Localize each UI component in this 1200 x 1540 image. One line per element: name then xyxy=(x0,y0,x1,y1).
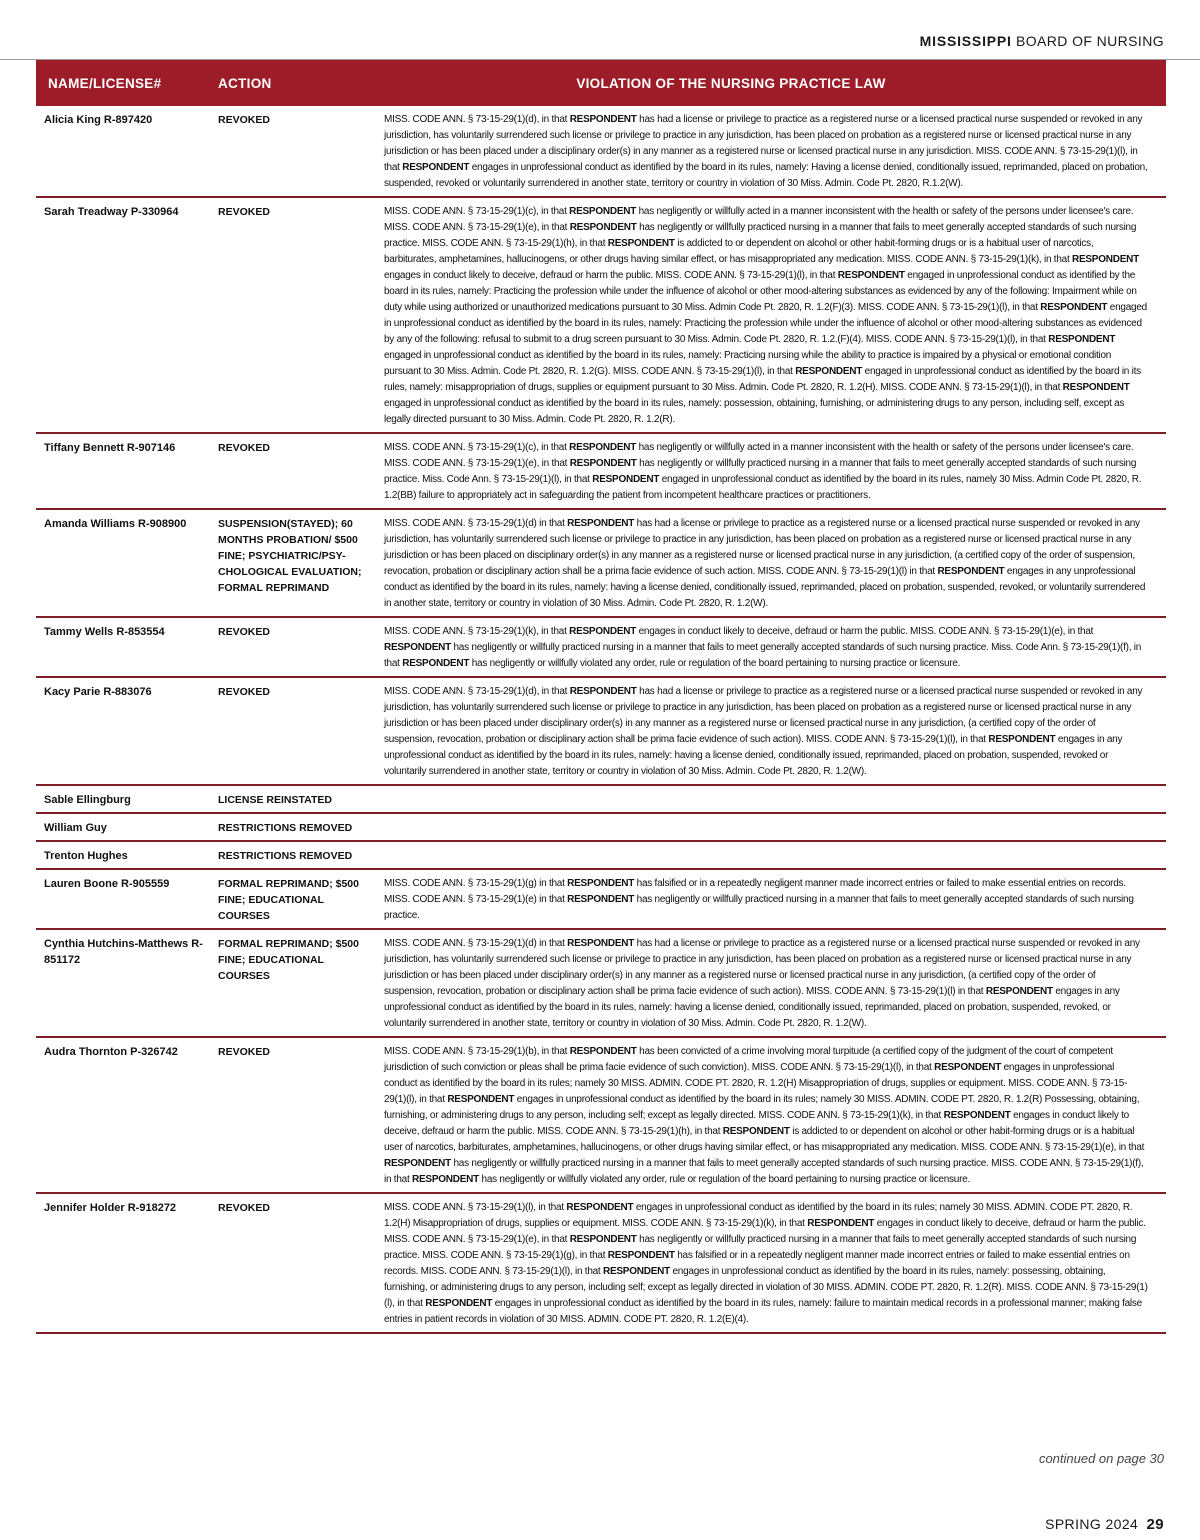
cell-name-license: Jennifer Holder R-918272 xyxy=(44,1202,177,1214)
column-header-action: ACTION xyxy=(218,75,272,91)
continued-note: continued on page 30 xyxy=(1038,1451,1164,1466)
table-row xyxy=(36,510,1166,618)
disciplinary-table xyxy=(36,60,1166,1334)
table-row xyxy=(36,786,1166,814)
cell-name-license: Alicia King R-897420 xyxy=(44,114,153,126)
cell-name-license: Amanda Williams R-908900 xyxy=(44,518,187,530)
table-row xyxy=(36,198,1166,434)
table-row xyxy=(36,1038,1166,1194)
cell-action: REVOKED xyxy=(218,686,270,698)
cell-name-license: Audra Thornton P-326742 xyxy=(44,1046,178,1058)
cell-name-license: Cynthia Hutchins-Matthews R-851172 xyxy=(44,938,203,966)
issue-label: SPRING 2024 xyxy=(1045,1516,1139,1532)
table-row xyxy=(36,930,1166,1038)
cell-name-license: Tiffany Bennett R-907146 xyxy=(44,442,176,454)
cell-violation: MISS. CODE ANN. § 73-15-29(1)(l), in that RESPONDENT engages in unprofessional conduct as identified by the board in its rules; namely 30 MISS. ADMIN. CODE PT. 2820, R. 1.2(H) Misappropriation of drugs, supplies or equipment. MISS. CODE ANN. § 73-15-29(1)(k), in that RESPONDENT engages in conduct likely to deceive, defraud or harm the public. MISS. CODE ANN. § 73-15-29(1)(e), in that RESPONDENT has negligently or willfully practiced nursing in a manner that fails to meet generally accepted standards of such nursing practice. MISS. CODE ANN. § 73-15-29(1)(g), in that RESPONDENT has falsified or in a repeatedly negligent manner made incorrect entries or failed to make essential entries on records. MISS. CODE ANN. § 73-15-29(1)(l), in that RESPONDENT engages in unprofessional conduct as identified by the board in its rules, namely: possessing, obtaining, furnishing, or administering drugs to any person, including self; except as legally directed in violation of 30 MISS. ADMIN. CODE PT. 2820, R. 1.2(R). MISS. CODE ANN. § 73-15-29(1)(l), in that RESPONDENT engages in unprofessional conduct as identified by the board in its rules, namely: failure to maintain medical records in a professional manner; making false entries in patient records in violation of 30 MISS. ADMIN. CODE PT. 2820, R. 1.2(E)(4). xyxy=(384,1202,1148,1325)
cell-violation: MISS. CODE ANN. § 73-15-29(1)(b), in that RESPONDENT has been convicted of a crime involving moral turpitude (a certified copy of the judgment of the court of competent jurisdiction of such conviction or pleas shall be prima facie evidence of such conviction). MISS. CODE ANN. § 73-15-29(1)(l), in that RESPONDENT engages in unprofessional conduct as identified by the board in its rules; namely 30 MISS. ADMIN. CODE PT. 2820, R. 1.2(H) Misappropriation of drugs, supplies or equipment. MISS. CODE ANN. § 73-15-29(1)(l), in that RESPONDENT engages in unprofessional conduct as identified by the board in its rules; namely 30 MISS. ADMIN. CODE PT. 2820, R. 1.2(R) Possessing, obtaining, furnishing, or administering drugs to any person, including self; except as legally directed. MISS. CODE ANN. § 73-15-29(1)(k), in that RESPONDENT engages in conduct likely to deceive, defraud or harm the public. MISS. CODE ANN. § 73-15-29(1)(h), in that RESPONDENT is addicted to or dependent on alcohol or other habit-forming drugs or is a habitual user of narcotics, barbiturates, amphetamines, hallucinogens, or other drugs having similar effect, or has misappropriated any medication. MISS. CODE ANN. § 73-15-29(1)(e), in that RESPONDENT has negligently or willfully practiced nursing in a manner that fails to meet generally accepted standards of such nursing practice. MISS. CODE ANN. § 73-15-29(1)(f), in that RESPONDENT has negligently or willfully violated any order, rule or regulation of the board pertaining to nursing practice or licensure. xyxy=(384,1046,1145,1185)
page-footer xyxy=(1045,1516,1164,1533)
cell-name-license: Sarah Treadway P-330964 xyxy=(44,206,179,218)
cell-action: RESTRICTIONS REMOVED xyxy=(218,850,353,862)
cell-violation xyxy=(376,848,1166,864)
cell-action: REVOKED xyxy=(218,1046,270,1058)
table-row xyxy=(36,678,1166,786)
masthead-org: BOARD OF NURSING xyxy=(1016,33,1164,49)
cell-name-license: William Guy xyxy=(44,822,107,834)
masthead xyxy=(920,33,1164,49)
cell-violation xyxy=(376,820,1166,836)
cell-violation: MISS. CODE ANN. § 73-15-29(1)(g) in that RESPONDENT has falsified or in a repeatedly negligent manner made incorrect entries or failed to make essential entries on records. MISS. CODE ANN. § 73-15-29(1)(e) in that RESPONDENT has negligently or willfully practiced nursing in a manner that fails to meet generally accepted standards of such nursing practice. xyxy=(384,878,1134,921)
page-number: 29 xyxy=(1146,1516,1164,1533)
table-header xyxy=(36,60,1166,106)
table-row xyxy=(36,106,1166,198)
column-header-name: NAME/LICENSE# xyxy=(48,75,162,91)
cell-action: REVOKED xyxy=(218,626,270,638)
cell-action: FORMAL REPRIMAND; $500 FINE; EDUCATIONAL COURSES xyxy=(218,878,359,922)
cell-action: REVOKED xyxy=(218,1202,270,1214)
cell-violation: MISS. CODE ANN. § 73-15-29(1)(c), in that RESPONDENT has negligently or willfully acted in a manner inconsistent with the health or safety of the persons under licensee's care. MISS. CODE ANN. § 73-15-29(1)(e), in that RESPONDENT has negligently or willfully practiced nursing in a manner that fails to meet generally accepted standards of such nursing practice. Miss. Code Ann. § 73-15-29(1)(l), in that RESPONDENT engaged in unprofessional conduct as identified by the board in its rules, namely 30 Miss. Admin Code Pt. 2820, R. 1.2(BB) failure to appropriately act in safeguarding the patient from incompetent healthcare practices or practitioners. xyxy=(384,442,1142,501)
column-header-violation: VIOLATION OF THE NURSING PRACTICE LAW xyxy=(576,75,886,91)
table-body xyxy=(36,106,1166,1334)
cell-action: REVOKED xyxy=(218,442,270,454)
cell-action: REVOKED xyxy=(218,206,270,218)
cell-violation: MISS. CODE ANN. § 73-15-29(1)(d) in that RESPONDENT has had a license or privilege to practice as a registered nurse or a licensed practical nurse suspended or revoked in any jurisdiction, has voluntarily surrendered such license or privilege to practice in any jurisdiction, has been placed on probation as a registered nurse or licensed practical nurse in any jurisdiction or has been placed under disciplinary order(s) in any manner as a registered nurse or licensed practical nurse in any jurisdiction, (a certified copy of the order of suspension, revocation, probation or disciplinary action shall be prima facie evidence of such action). MISS. CODE ANN. § 73-15-29(1)(l) in that RESPONDENT engages in any unprofessional conduct as identified by the board in its rules, namely: having a license denied, conditionally issued, reprimanded, placed on probation, suspended, revoked, or voluntarily surrendered in another state, territory or country in violation of 30 Miss. Admin. Code Pt. 2820, R. 1.2(W). xyxy=(384,938,1140,1029)
cell-action: RESTRICTIONS REMOVED xyxy=(218,822,353,834)
cell-violation: MISS. CODE ANN. § 73-15-29(1)(d), in that RESPONDENT has had a license or privilege to practice as a registered nurse or a licensed practical nurse suspended or revoked in any jurisdiction, has voluntarily surrendered such license or privilege to practice in any jurisdiction, has been placed on probation as a registered nurse or licensed practical nurse in any jurisdiction or has been placed under disciplinary order(s) in any manner as a registered nurse or licensed practical nurse in any jurisdiction, (a certified copy of the order of suspension, revocation, probation or disciplinary action shall be prima facie evidence of such action). MISS. CODE ANN. § 73-15-29(1)(l), in that RESPONDENT engages in any unprofessional conduct as identified by the board in its rules, namely: having a license denied, conditionally issued, reprimanded, placed on probation, suspended, revoked or voluntarily surrendered in another state, territory or country in violation of 30 Miss. Admin. Code Pt. 2820, R. 1.2(W). xyxy=(384,686,1143,777)
table-row xyxy=(36,842,1166,870)
table-row xyxy=(36,1194,1166,1334)
cell-action: REVOKED xyxy=(218,114,270,126)
cell-name-license: Kacy Parie R-883076 xyxy=(44,686,152,698)
cell-name-license: Sable Ellingburg xyxy=(44,794,131,806)
table-row xyxy=(36,618,1166,678)
cell-violation: MISS. CODE ANN. § 73-15-29(1)(d), in that RESPONDENT has had a license or privilege to practice as a registered nurse or a licensed practical nurse suspended or revoked in any jurisdiction, has voluntarily surrendered such license or privilege to practice in any jurisdiction, has been placed on probation as a registered nurse or licensed practical nurse in any jurisdiction or has been placed under a disciplinary order(s) in any manner as a registered nurse or licensed practical nurse in any jurisdiction. MISS. CODE ANN. § 73-15-29(1)(l), in that RESPONDENT engages in unprofessional conduct as identified by the board in its rules, namely: Having a license denied, conditionally issued, reprimanded, placed on probation, suspended, revoked or voluntarily surrendered in another state, territory or country in violation of 30 Miss. Admin. Code Pt. 2820, R.1.2(W). xyxy=(384,114,1148,189)
cell-action: SUSPENSION(STAYED); 60 MONTHS PROBATION/ $500 FINE; PSYCHIATRIC/PSY-CHOLOGICAL EVALUATION; FORMAL REPRIMAND xyxy=(218,518,362,594)
cell-violation: MISS. CODE ANN. § 73-15-29(1)(c), in that RESPONDENT has negligently or willfully acted in a manner inconsistent with the health or safety of the persons under licensee's care. MISS. CODE ANN. § 73-15-29(1)(e), in that RESPONDENT has negligently or willfully practiced nursing in a manner that fails to meet generally accepted standards of such nursing practice. MISS. CODE ANN. § 73-15-29(1)(h), in that RESPONDENT is addicted to or dependent on alcohol or other habit-forming drugs or is a habitual user of narcotics, barbiturates, amphetamines, hallucinogens, or other drugs having similar effect, or has misappropriated any medication. MISS. CODE ANN. § 73-15-29(1)(k), in that RESPONDENT engages in conduct likely to deceive, defraud or harm the public. MISS. CODE ANN. § 73-15-29(1)(l), in that RESPONDENT engaged in unprofessional conduct as identified by the board in its rules, namely: Practicing the profession while under the influence of alcohol or other mood-altering substances as evidenced by any of the following: Impairment while on duty while using authorized or unauthorized medications pursuant to 30 Miss. Admin Code Pt. 2820, R. 1.2(F)(3). MISS. CODE ANN. § 73-15-29(1)(l), in that RESPONDENT engaged in unprofessional conduct as identified by the board in its rules, namely: Practicing the profession while under the influence of alcohol or other mood-altering substances as evidenced by any of the following: refusal to submit to a drug screen pursuant to 30 Miss. Admin. Code Pt. 2820, R. 1.2.(F)(4). MISS. CODE ANN. § 73-15-29(1)(l), in that RESPONDENT engaged in unprofessional conduct as identified by the board in its rules, namely: Practicing nursing while the ability to practice is impaired by a physical or emotional condition pursuant to 30 Miss. Admin. Code Pt. 2820, R. 1.2(G). MISS. CODE ANN. § 73-15-29(1)(l), in that RESPONDENT engaged in unprofessional conduct as identified by the board in its rules, namely: misappropriation of drugs, supplies or equipment pursuant to 30 Miss. Admin. Code Pt. 2820, R. 1.2(H). MISS. CODE ANN. § 73-15-29(1)(l), in that RESPONDENT engaged in unprofessional conduct as identified by the board in its rules, namely: possession, obtaining, furnishing, or administering drugs to any person, including self, except as legally directed pursuant to 30 Miss. Admin. Code Pt. 2820, R. 1.2(R). xyxy=(384,206,1147,425)
masthead-state: MISSISSIPPI xyxy=(919,33,1012,49)
cell-name-license: Trenton Hughes xyxy=(44,850,128,862)
cell-violation xyxy=(376,792,1166,808)
cell-violation: MISS. CODE ANN. § 73-15-29(1)(k), in that RESPONDENT engages in conduct likely to deceive, defraud or harm the public. MISS. CODE ANN. § 73-15-29(1)(e), in that RESPONDENT has negligently or willfully practiced nursing in a manner that fails to meet generally accepted standards of such nursing practice. Miss. Code Ann. § 73-15-29(1)(f), in that RESPONDENT has negligently or willfully violated any order, rule or regulation of the board pertaining to nursing practice or licensure. xyxy=(384,626,1142,669)
cell-action: LICENSE REINSTATED xyxy=(218,794,332,806)
table-row xyxy=(36,870,1166,930)
table-row xyxy=(36,434,1166,510)
table-row xyxy=(36,814,1166,842)
cell-violation: MISS. CODE ANN. § 73-15-29(1)(d) in that RESPONDENT has had a license or privilege to practice as a registered nurse or a licensed practical nurse suspended or revoked in any jurisdiction, has voluntarily surrendered such license or privilege to practice in any jurisdiction, has been placed on probation as a registered nurse or licensed practical nurse in any jurisdiction or has been placed on disciplinary order(s) in any manner as a registered nurse or licensed practical nurse in any jurisdiction, (a certified copy of the order of suspension, revocation, probation or disciplinary action shall be a prima facie evidence of such action. MISS. CODE ANN. § 73-15-29(1)(l) in that RESPONDENT engages in any unprofessional conduct as identified by the board in its rules, namely: having a license denied, conditionally issued, reprimanded, placed on probation, suspended, revoked, or voluntarily surrendered in another state, territory or country in violation of 30 Miss. Admin. Code Pt. 2820, R. 1.2(W). xyxy=(384,518,1146,609)
cell-name-license: Tammy Wells R-853554 xyxy=(44,626,165,638)
cell-action: FORMAL REPRIMAND; $500 FINE; EDUCATIONAL COURSES xyxy=(218,938,359,982)
cell-name-license: Lauren Boone R-905559 xyxy=(44,878,170,890)
